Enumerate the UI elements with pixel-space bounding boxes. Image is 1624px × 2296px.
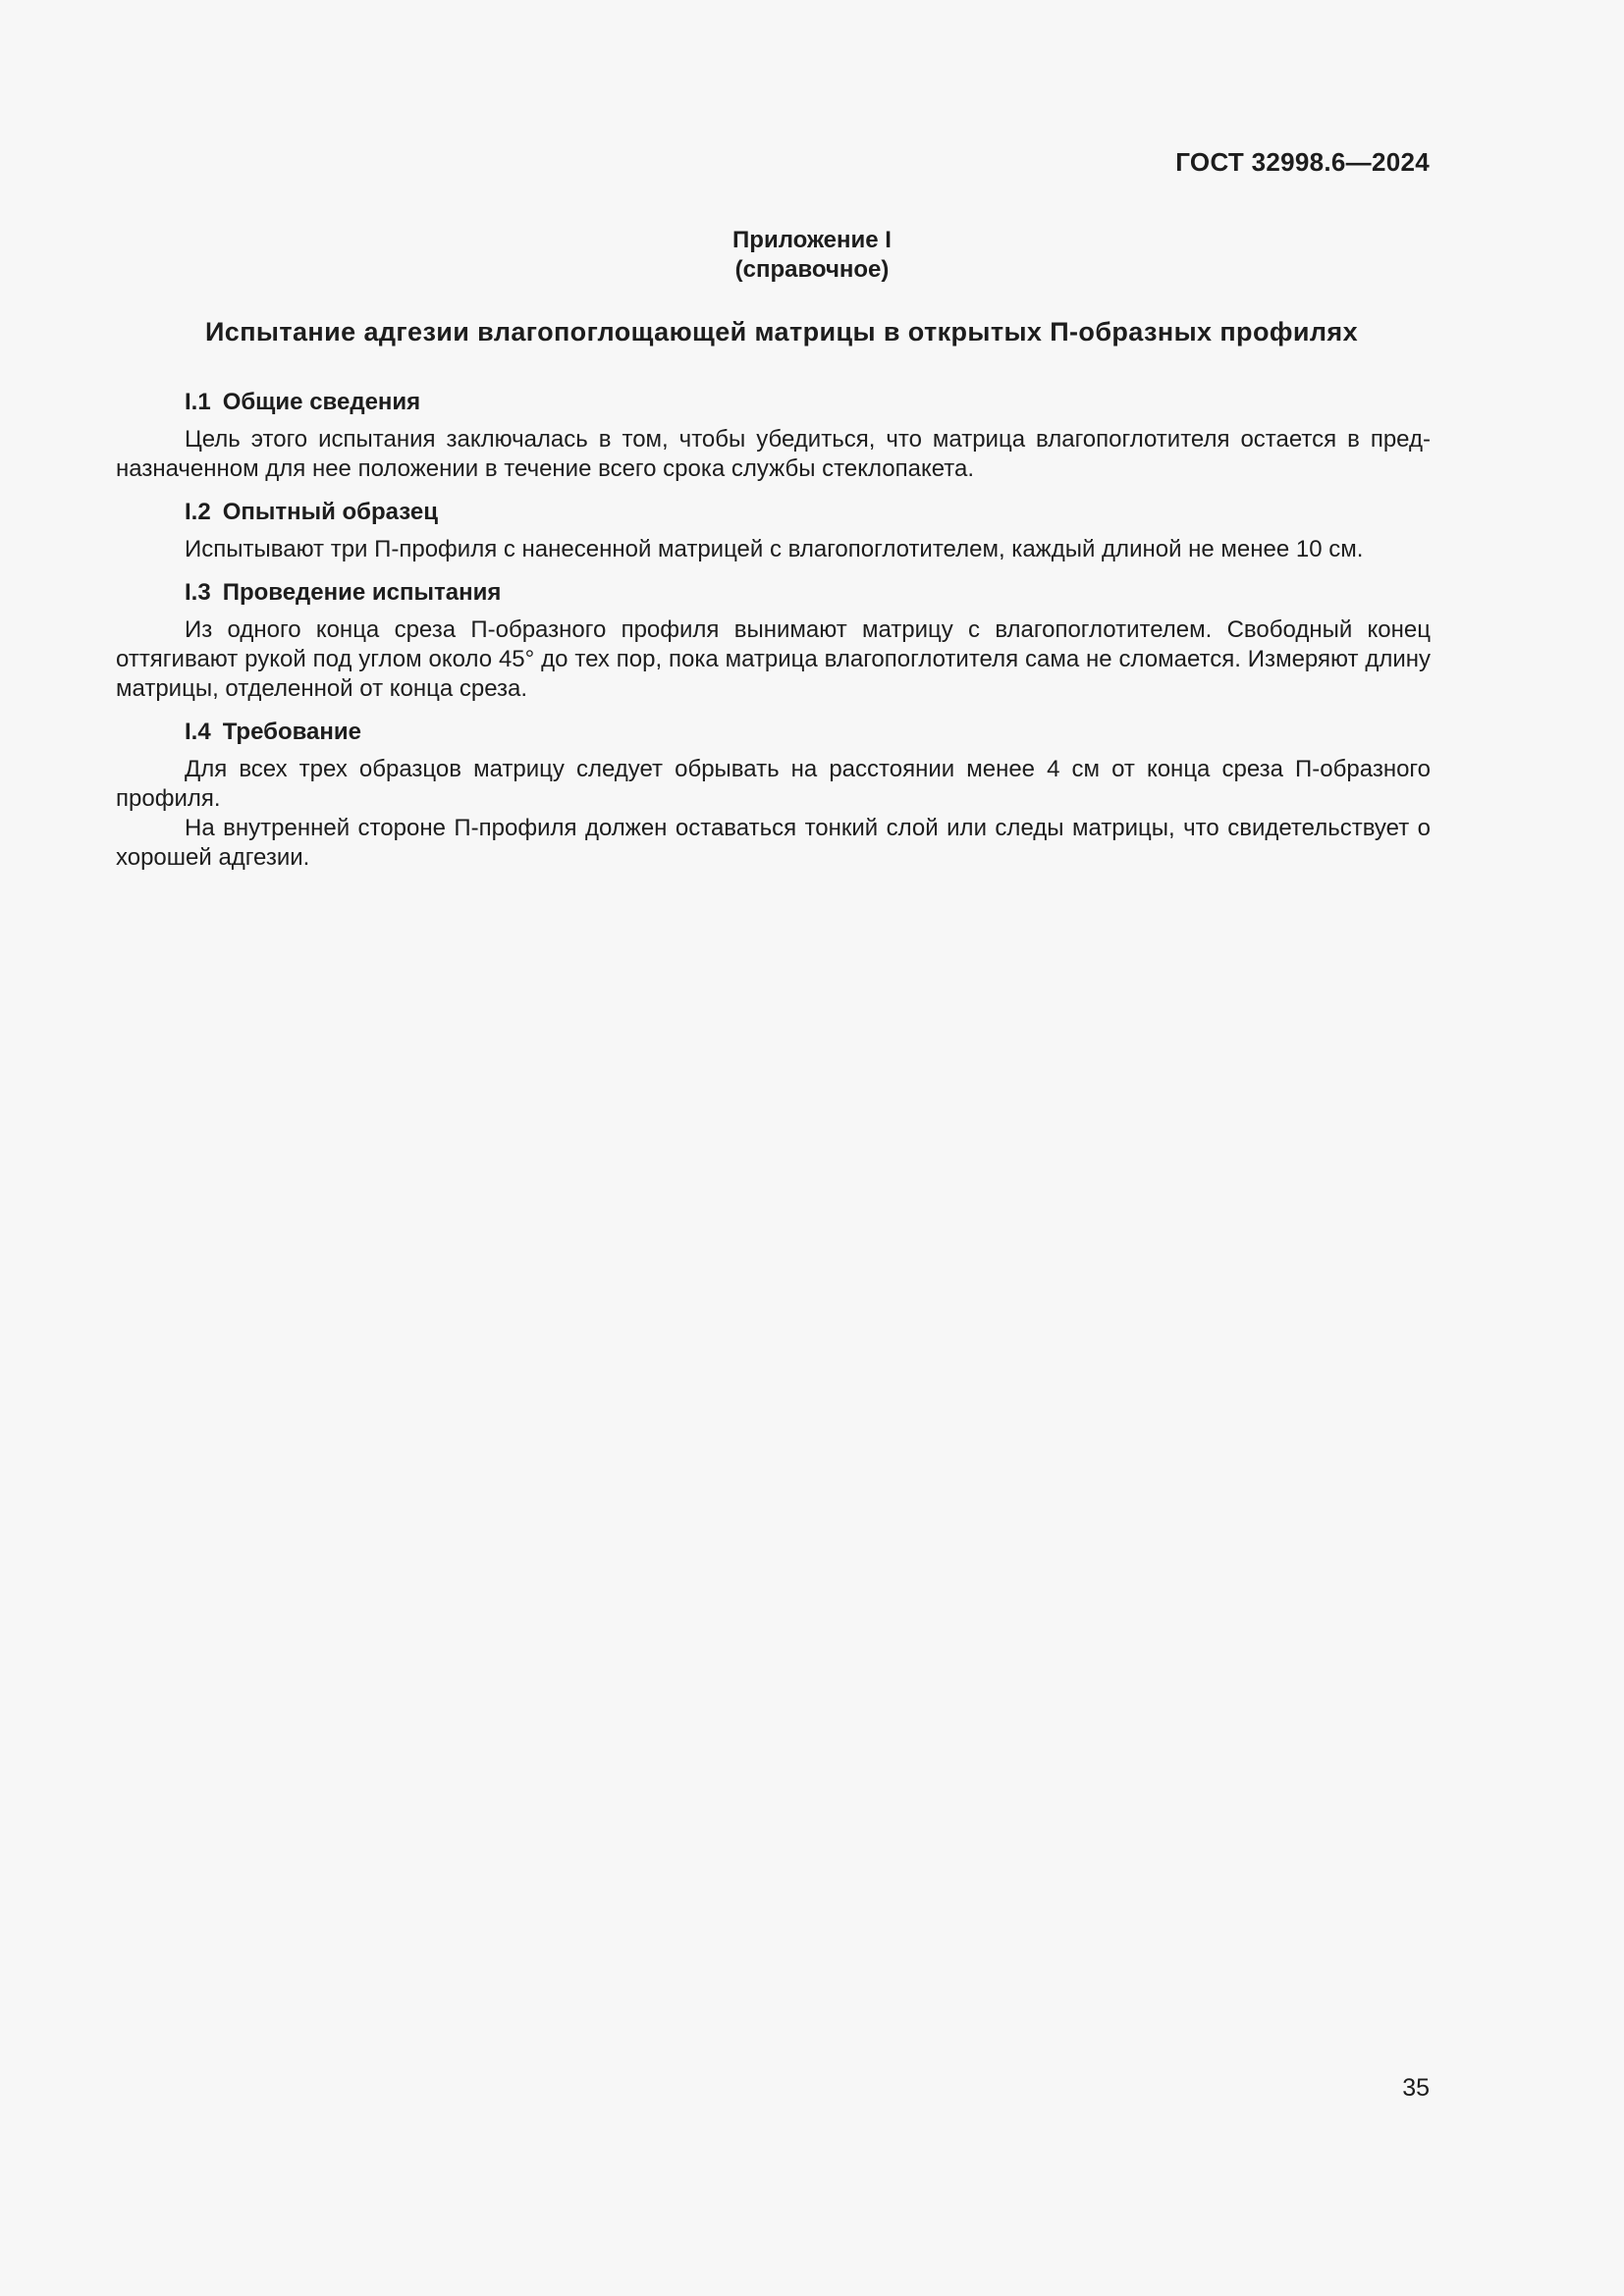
section-2: [116, 498, 1431, 564]
section-title: Проведение испытания: [222, 579, 502, 606]
paragraph: Испытывают три П-профиля с нанесенной матрицей с влагопоглотителем, каждый длиной не менее 10 см.: [185, 536, 1364, 562]
section-heading: [116, 388, 1431, 417]
section-title: Опытный образец: [222, 499, 439, 525]
appendix-kind: (справочное): [734, 256, 890, 283]
section-1: [116, 388, 1431, 484]
section-4: [116, 718, 1431, 873]
document-body: [116, 388, 1431, 873]
paragraph: Цель этого испытания заключалась в том, чтобы убедиться, что матрица влагопоглотителя остается в пред-назначенном для нее положении в течение всего срока службы стеклопакета.: [116, 426, 1431, 482]
section-heading: [116, 718, 1431, 747]
document-code: ГОСТ 32998.6—2024: [1175, 147, 1430, 177]
section-number: I.1: [185, 389, 211, 415]
paragraph: На внутренней стороне П-профиля должен оставаться тонкий слой или следы матрицы, что свидетельствует о хорошей адгезии.: [116, 815, 1431, 871]
section-title: Общие сведения: [222, 389, 421, 415]
section-heading: [116, 578, 1431, 608]
section-number: I.4: [185, 719, 211, 745]
appendix-heading: [0, 226, 1624, 285]
section-number: I.3: [185, 579, 211, 606]
paragraph: Из одного конца среза П-образного профиля вынимают матрицу с влагопоглотителем. Свободный конец оттягивают рукой под углом около 45° до тех пор, пока матрица влагопоглотителя сама не сломается. Измеряют длину матрицы, отделенной от конца среза.: [116, 616, 1431, 702]
section-number: I.2: [185, 499, 211, 525]
appendix-title: Испытание адгезии влагопоглощающей матрицы в открытых П-образных профилях: [205, 317, 1358, 347]
section-heading: [116, 498, 1431, 527]
page-number: 35: [1402, 2074, 1430, 2102]
section-title: Требование: [222, 719, 361, 745]
appendix-label: Приложение I: [732, 227, 892, 253]
section-3: [116, 578, 1431, 704]
paragraph: Для всех трех образцов матрицу следует обрывать на расстоянии менее 4 см от конца среза П-образного профиля.: [116, 756, 1431, 812]
